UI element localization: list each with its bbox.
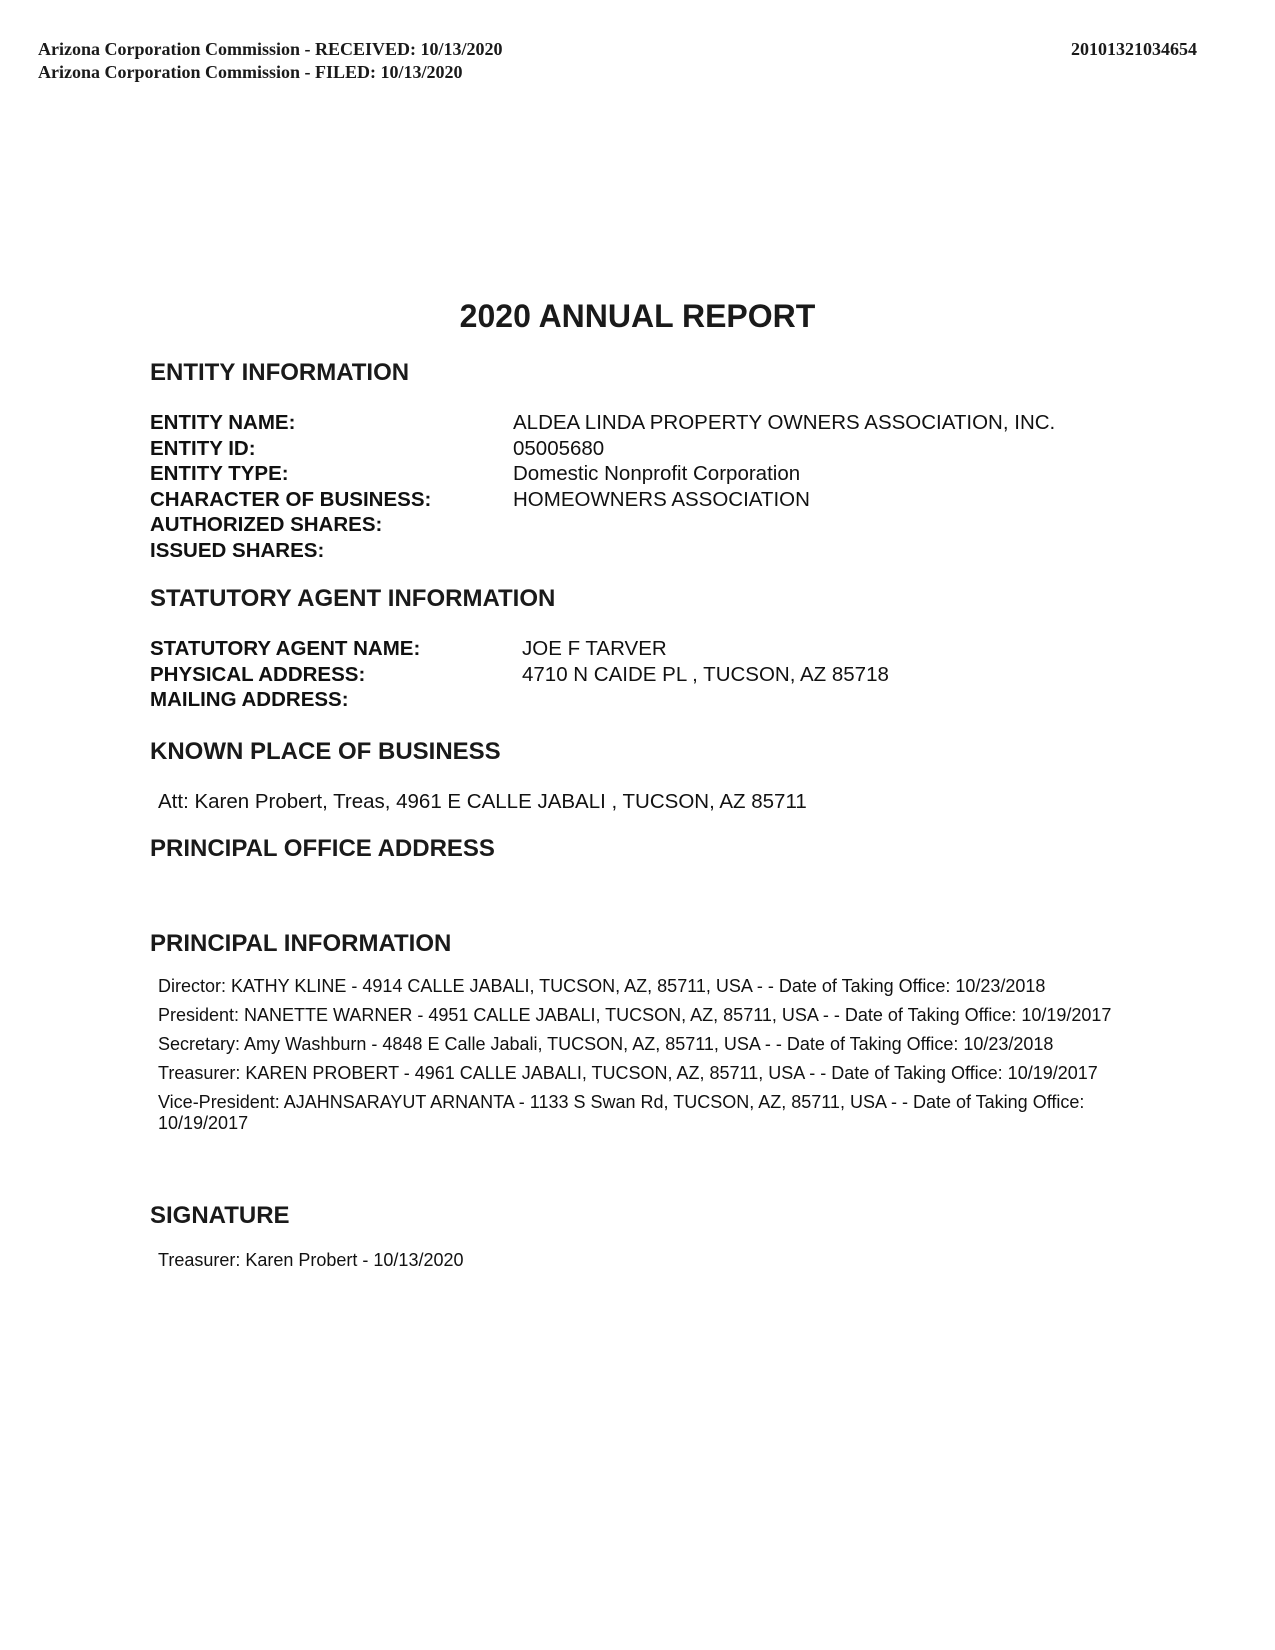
signature-text: Treasurer: Karen Probert - 10/13/2020 (158, 1250, 464, 1270)
principal-info-heading: PRINCIPAL INFORMATION (150, 930, 452, 957)
page-title: 2020 ANNUAL REPORT (459, 298, 816, 334)
agent-values (522, 636, 889, 687)
entity-info-heading: ENTITY INFORMATION (150, 359, 410, 386)
physical-address-value: 4710 N CAIDE PL , TUCSON, AZ 85718 (522, 662, 889, 686)
entity-name-label: ENTITY NAME: (150, 411, 296, 434)
agent-name-value: JOE F TARVER (522, 637, 667, 660)
principal-treasurer: Treasurer: KAREN PROBERT - 4961 CALLE JABALI, TUCSON, AZ, 85711, USA - - Date of Taking Office: 10/19/2017 (158, 1063, 1098, 1083)
principal-secretary: Secretary: Amy Washburn - 4848 E Calle Jabali, TUCSON, AZ, 85711, USA - - Date of Taking Office: 10/23/2018 (158, 1034, 1054, 1054)
principal-vice-president: Vice-President: AJAHNSARAYUT ARNANTA - 1133 S Swan Rd, TUCSON, AZ, 85711, USA - - Date of Taking Office: 10/19/2017 (158, 1092, 1085, 1133)
physical-address-label: PHYSICAL ADDRESS: (150, 662, 366, 686)
agent-name-label: STATUTORY AGENT NAME: (150, 637, 421, 660)
entity-values (513, 410, 1055, 512)
entity-id-label: ENTITY ID: (150, 436, 256, 460)
principal-list (158, 976, 1118, 1142)
character-of-business-label: CHARACTER OF BUSINESS: (150, 487, 432, 511)
known-place-heading: KNOWN PLACE OF BUSINESS (150, 738, 501, 765)
entity-type-label: ENTITY TYPE: (150, 462, 289, 485)
character-of-business-value: HOMEOWNERS ASSOCIATION (513, 487, 810, 511)
signature-heading: SIGNATURE (150, 1202, 290, 1229)
entity-type-value: Domestic Nonprofit Corporation (513, 462, 801, 485)
received-line: Arizona Corporation Commission - RECEIVED: 10/13/2020 (38, 39, 503, 59)
filed-line: Arizona Corporation Commission - FILED: 10/13/2020 (38, 62, 463, 82)
entity-id-value: 05005680 (513, 436, 605, 460)
principal-director: Director: KATHY KLINE - 4914 CALLE JABALI, TUCSON, AZ, 85711, USA - - Date of Taking Office: 10/23/2018 (158, 976, 1046, 996)
agent-labels (150, 636, 420, 713)
entity-labels (150, 410, 431, 563)
authorized-shares-label: AUTHORIZED SHARES: (150, 513, 383, 536)
principal-president: President: NANETTE WARNER - 4951 CALLE JABALI, TUCSON, AZ, 85711, USA - - Date of Taking Office: 10/19/2017 (158, 1005, 1112, 1025)
agent-info-heading: STATUTORY AGENT INFORMATION (150, 585, 556, 612)
mailing-address-label: MAILING ADDRESS: (150, 688, 349, 711)
principal-office-heading: PRINCIPAL OFFICE ADDRESS (150, 835, 495, 862)
known-place-text: Att: Karen Probert, Treas, 4961 E CALLE JABALI , TUCSON, AZ 85711 (158, 790, 807, 813)
filing-stamp (38, 38, 503, 84)
document-number: 20101321034654 (1071, 39, 1197, 59)
issued-shares-label: ISSUED SHARES: (150, 538, 325, 562)
entity-name-value: ALDEA LINDA PROPERTY OWNERS ASSOCIATION, INC. (513, 411, 1056, 434)
